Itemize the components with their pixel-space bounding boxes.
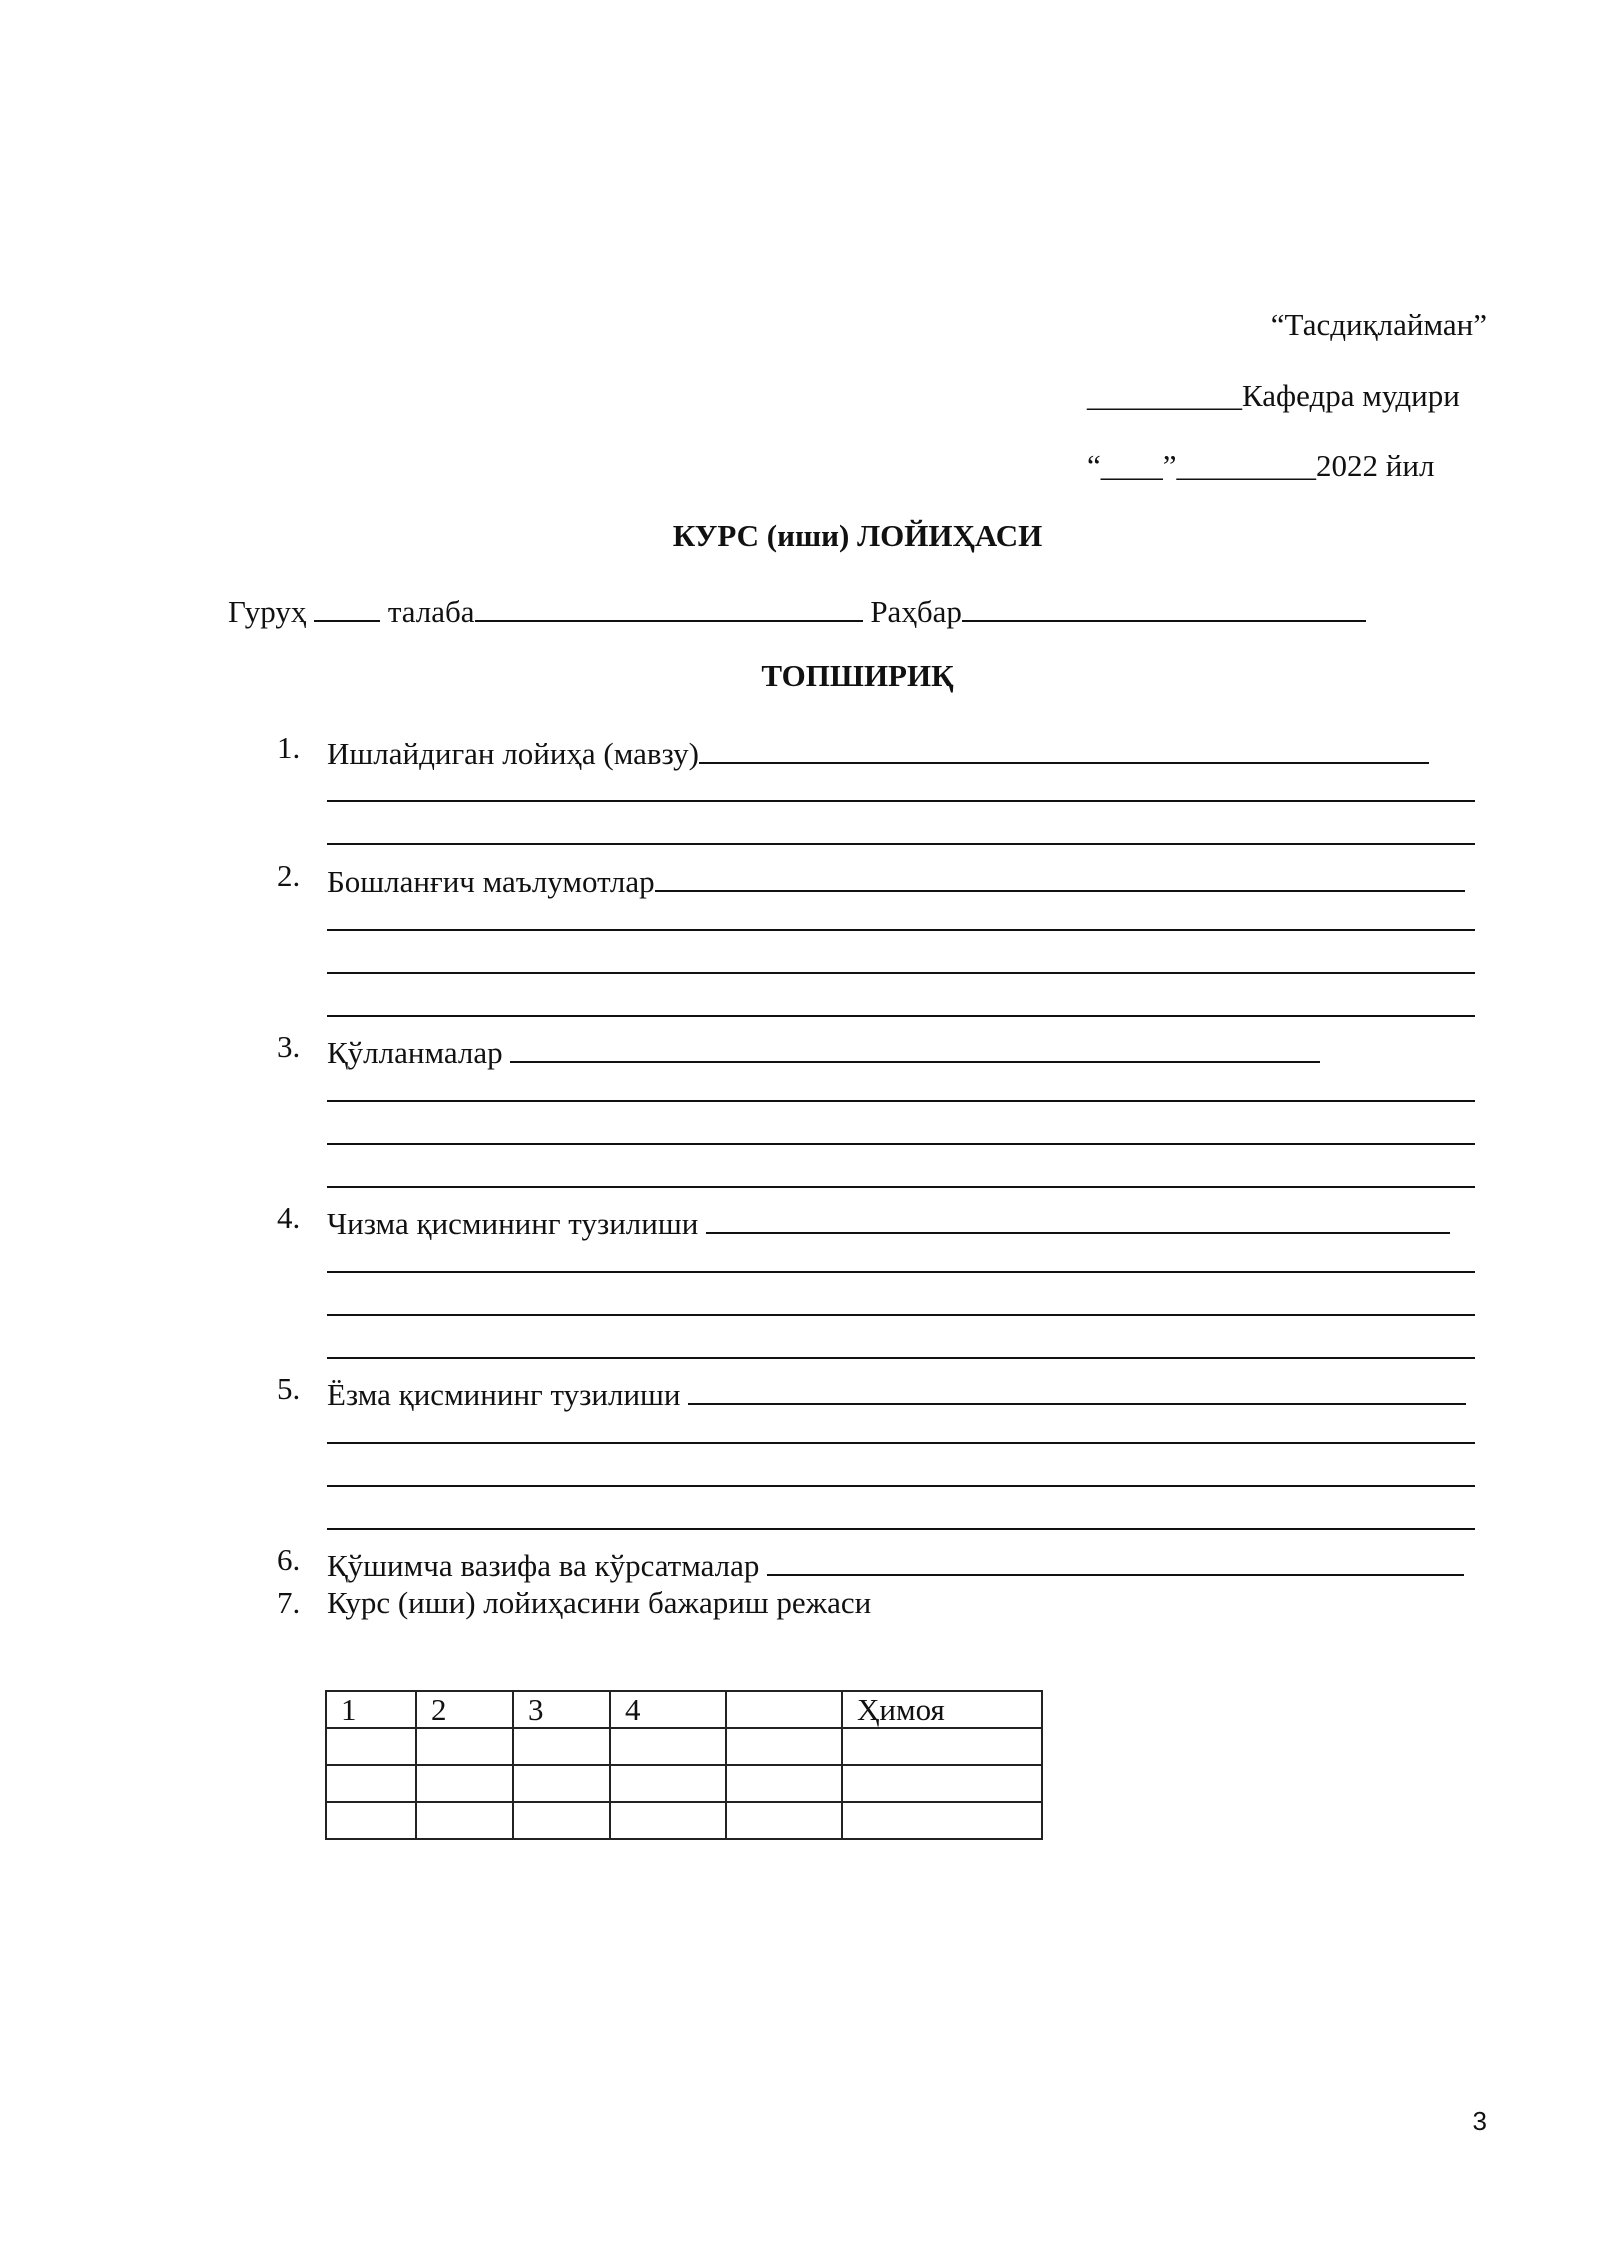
answer-blank	[767, 1544, 1464, 1576]
item-number: 4.	[277, 1200, 301, 1235]
table-cell[interactable]	[842, 1765, 1042, 1802]
answer-blank	[655, 860, 1465, 892]
item-number: 7.	[277, 1585, 301, 1620]
table-cell[interactable]	[513, 1765, 610, 1802]
table-cell[interactable]	[513, 1802, 610, 1839]
student-blank	[475, 590, 863, 622]
item-number: 3.	[277, 1029, 301, 1064]
answer-blank	[688, 1373, 1466, 1405]
table-cell[interactable]	[513, 1728, 610, 1765]
answer-line	[327, 972, 1475, 974]
answer-line	[327, 1100, 1475, 1102]
table-row	[326, 1765, 1042, 1802]
group-label: Гуруҳ	[228, 594, 307, 629]
item-number: 1.	[277, 730, 301, 765]
month-blank: _________	[1176, 448, 1317, 483]
answer-line	[327, 1442, 1475, 1444]
answer-line	[327, 1015, 1475, 1017]
year-label: 2022 йил	[1316, 448, 1435, 483]
approval-heading: “Тасдиқлайман”	[1270, 307, 1487, 342]
answer-line	[327, 1271, 1475, 1273]
item-label: Қўлланмалар	[327, 1035, 503, 1070]
answer-line	[327, 929, 1475, 931]
table-cell[interactable]	[416, 1728, 513, 1765]
answer-blank	[706, 1202, 1450, 1234]
item-number: 2.	[277, 858, 301, 893]
table-cell[interactable]	[726, 1728, 842, 1765]
answer-blank	[699, 732, 1429, 764]
task-title: ТОПШИРИҚ	[761, 658, 954, 693]
item-label: Ишлайдиган лойиҳа (мавзу)	[327, 736, 699, 771]
table-header-cell	[726, 1691, 842, 1728]
item-6-line	[327, 1544, 1464, 1581]
item-label: Қўшимча вазифа ва кўрсатмалар	[327, 1548, 760, 1583]
item-5-line	[327, 1373, 1466, 1410]
day-blank: ____	[1100, 448, 1163, 483]
plan-table	[325, 1690, 1043, 1840]
answer-line	[327, 800, 1475, 802]
table-cell[interactable]	[610, 1765, 726, 1802]
date-close-quote: ”	[1162, 448, 1177, 483]
table-header-row	[326, 1691, 1042, 1728]
head-of-department-line	[1087, 380, 1460, 411]
answer-line	[327, 1528, 1475, 1530]
answer-blank	[510, 1031, 1320, 1063]
head-of-department-label: Кафедра мудири	[1242, 378, 1460, 413]
table-cell[interactable]	[610, 1802, 726, 1839]
item-1-line	[327, 732, 1429, 769]
answer-line	[327, 1314, 1475, 1316]
item-number: 6.	[277, 1542, 301, 1577]
table-row	[326, 1728, 1042, 1765]
table-header-cell: 4	[610, 1691, 726, 1728]
date-open-quote: “	[1087, 448, 1101, 483]
answer-line	[327, 1485, 1475, 1487]
item-3-line	[327, 1031, 1320, 1068]
item-number: 5.	[277, 1371, 301, 1406]
item-2-line	[327, 860, 1465, 897]
approval-date-line	[1087, 450, 1434, 481]
group-blank	[314, 590, 380, 622]
table-header-cell: 2	[416, 1691, 513, 1728]
table-row	[326, 1802, 1042, 1839]
document-title: КУРС (иши) ЛОЙИҲАСИ	[672, 518, 1043, 553]
answer-line	[327, 1143, 1475, 1145]
answer-line	[327, 1186, 1475, 1188]
item-label: Чизма қисмининг тузилиши	[327, 1206, 699, 1241]
supervisor-blank	[962, 590, 1366, 622]
table-cell[interactable]	[610, 1728, 726, 1765]
page-number: 3	[1472, 2106, 1487, 2136]
item-7-line	[327, 1587, 871, 1618]
table-cell[interactable]	[842, 1728, 1042, 1765]
table-cell[interactable]	[326, 1802, 416, 1839]
table-cell[interactable]	[416, 1765, 513, 1802]
answer-line	[327, 843, 1475, 845]
supervisor-label: Раҳбар	[870, 594, 962, 629]
item-label: Ёзма қисмининг тузилиши	[327, 1377, 681, 1412]
item-label: Бошланғич маълумотлар	[327, 864, 655, 899]
signature-blank: __________	[1087, 378, 1242, 413]
item-label: Курс (иши) лойиҳасини бажариш режаси	[327, 1585, 872, 1620]
student-label: талаба	[387, 594, 475, 629]
table-cell[interactable]	[842, 1802, 1042, 1839]
table-header-cell: 1	[326, 1691, 416, 1728]
table-cell[interactable]	[326, 1728, 416, 1765]
table-cell[interactable]	[416, 1802, 513, 1839]
table-cell[interactable]	[326, 1765, 416, 1802]
item-4-line	[327, 1202, 1450, 1239]
table-header-cell: Ҳимоя	[842, 1691, 1042, 1728]
table-cell[interactable]	[726, 1802, 842, 1839]
table-cell[interactable]	[726, 1765, 842, 1802]
info-line	[228, 590, 1366, 627]
answer-line	[327, 1357, 1475, 1359]
table-header-cell: 3	[513, 1691, 610, 1728]
